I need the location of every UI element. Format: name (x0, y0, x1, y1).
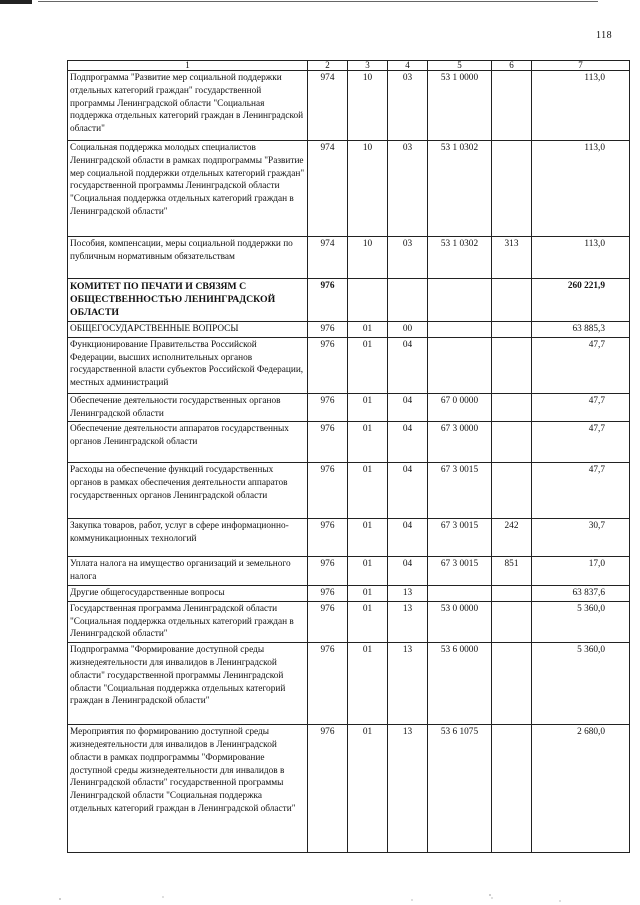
row-podrazdel: 03 (388, 237, 428, 279)
table-row (68, 601, 630, 642)
row-csr: 53 1 0302 (428, 237, 492, 279)
speck (492, 898, 493, 899)
row-razdel: 10 (348, 237, 388, 279)
row-vr (492, 585, 532, 601)
row-podrazdel: 04 (388, 463, 428, 519)
column-number: 1 (68, 61, 308, 71)
table-header-row (68, 61, 630, 71)
table-row (68, 519, 630, 557)
speck (412, 900, 413, 901)
row-vr (492, 601, 532, 642)
table-row (68, 393, 630, 422)
row-sum: 63 837,6 (532, 585, 630, 601)
row-csr: 67 0 0000 (428, 393, 492, 422)
row-sum: 47,7 (532, 337, 630, 393)
row-name: КОМИТЕТ ПО ПЕЧАТИ И СВЯЗЯМ С ОБЩЕСТВЕННОСТЬЮ ЛЕНИНГРАДСКОЙ ОБЛАСТИ (68, 279, 308, 322)
row-razdel: 01 (348, 643, 388, 725)
row-csr: 53 1 0302 (428, 141, 492, 237)
row-csr: 67 3 0015 (428, 557, 492, 586)
row-podrazdel: 13 (388, 725, 428, 853)
row-podrazdel: 03 (388, 141, 428, 237)
row-podrazdel: 03 (388, 71, 428, 141)
row-sum: 47,7 (532, 422, 630, 463)
table-row (68, 141, 630, 237)
budget-table (67, 60, 630, 853)
row-ved: 976 (308, 279, 348, 322)
row-csr (428, 585, 492, 601)
table-row (68, 725, 630, 853)
row-name: Подпрограмма "Формирование доступной среды жизнедеятельности для инвалидов в Ленинградской области" государственной программы Ленинградской области "Социальная поддержка отдельных категорий граждан в Ленинградской области" (68, 643, 308, 725)
row-name: Подпрограмма "Развитие мер социальной поддержки отдельных категорий граждан" государственной программы Ленинградской области "Социальная поддержка отдельных категорий граждан в Ленинградской области" (68, 71, 308, 141)
row-razdel: 10 (348, 71, 388, 141)
table-row-ministry (68, 279, 630, 322)
row-podrazdel: 04 (388, 422, 428, 463)
table-row (68, 422, 630, 463)
row-razdel: 01 (348, 322, 388, 338)
row-csr: 67 3 0015 (428, 463, 492, 519)
table-row (68, 557, 630, 586)
row-razdel: 01 (348, 585, 388, 601)
row-vr: 242 (492, 519, 532, 557)
speck (163, 897, 164, 898)
row-vr: 851 (492, 557, 532, 586)
row-vr (492, 337, 532, 393)
row-vr (492, 463, 532, 519)
row-razdel: 01 (348, 337, 388, 393)
row-razdel: 01 (348, 422, 388, 463)
row-vr (492, 71, 532, 141)
row-csr: 53 6 1075 (428, 725, 492, 853)
page-number: 118 (596, 30, 613, 41)
row-csr: 67 3 0015 (428, 519, 492, 557)
row-vr (492, 643, 532, 725)
row-sum: 113,0 (532, 71, 630, 141)
row-razdel: 01 (348, 463, 388, 519)
row-name: Обеспечение деятельности аппаратов государственных органов Ленинградской области (68, 422, 308, 463)
row-ved: 976 (308, 643, 348, 725)
row-podrazdel: 00 (388, 322, 428, 338)
row-podrazdel: 04 (388, 393, 428, 422)
row-csr: 53 1 0000 (428, 71, 492, 141)
table-row (68, 585, 630, 601)
row-podrazdel: 13 (388, 643, 428, 725)
row-ved: 976 (308, 393, 348, 422)
row-name: ОБЩЕГОСУДАРСТВЕННЫЕ ВОПРОСЫ (68, 322, 308, 338)
row-vr (492, 725, 532, 853)
row-ved: 976 (308, 725, 348, 853)
row-name: Обеспечение деятельности государственных органов Ленинградской области (68, 393, 308, 422)
column-number: 3 (348, 61, 388, 71)
row-vr (492, 322, 532, 338)
row-sum: 17,0 (532, 557, 630, 586)
row-sum: 260 221,9 (532, 279, 630, 322)
speck (560, 901, 561, 902)
row-sum: 63 885,3 (532, 322, 630, 338)
row-name: Социальная поддержка молодых специалистов Ленинградской области в рамках подпрограммы "Развитие мер социальной поддержки отдельных категорий граждан" государственной программы Ленинградской области "Социальная поддержка отдельных категорий граждан в Ленинградской области" (68, 141, 308, 237)
row-podrazdel (388, 279, 428, 322)
table-row (68, 463, 630, 519)
row-name: Мероприятия по формированию доступной среды жизнедеятельности для инвалидов в Ленинградской области в рамках подпрограммы "Формирование доступной среды жизнедеятельности для инвалидов в Ленинградской области" государственной программы Ленинградской области "Социальная поддержка отдельных категорий граждан в Ленинградской области" (68, 725, 308, 853)
row-ved: 976 (308, 463, 348, 519)
row-name: Другие общегосударственные вопросы (68, 585, 308, 601)
row-ved: 976 (308, 422, 348, 463)
row-sum: 30,7 (532, 519, 630, 557)
table-row (68, 322, 630, 338)
row-ved: 976 (308, 519, 348, 557)
row-razdel: 01 (348, 725, 388, 853)
row-sum: 113,0 (532, 141, 630, 237)
row-vr: 313 (492, 237, 532, 279)
row-csr (428, 279, 492, 322)
row-name: Функционирование Правительства Российской Федерации, высших исполнительных органов государственной власти субъектов Российской Федерации, местных администраций (68, 337, 308, 393)
column-number: 7 (532, 61, 630, 71)
row-name: Расходы на обеспечение функций государственных органов в рамках обеспечения деятельности аппаратов государственных органов Ленинградской области (68, 463, 308, 519)
speck (489, 894, 490, 895)
row-csr: 53 6 0000 (428, 643, 492, 725)
row-vr (492, 279, 532, 322)
row-csr (428, 322, 492, 338)
column-number: 6 (492, 61, 532, 71)
row-name: Пособия, компенсации, меры социальной поддержки по публичным нормативным обязательствам (68, 237, 308, 279)
row-ved: 976 (308, 601, 348, 642)
row-podrazdel: 04 (388, 557, 428, 586)
row-ved: 976 (308, 557, 348, 586)
row-ved: 974 (308, 141, 348, 237)
row-podrazdel: 04 (388, 337, 428, 393)
row-ved: 976 (308, 585, 348, 601)
row-vr (492, 141, 532, 237)
row-ved: 976 (308, 322, 348, 338)
row-sum: 113,0 (532, 237, 630, 279)
row-vr (492, 422, 532, 463)
row-podrazdel: 13 (388, 585, 428, 601)
row-podrazdel: 04 (388, 519, 428, 557)
row-csr: 53 0 0000 (428, 601, 492, 642)
scan-edge-line (38, 1, 598, 2)
row-ved: 974 (308, 237, 348, 279)
column-number: 4 (388, 61, 428, 71)
row-podrazdel: 13 (388, 601, 428, 642)
row-ved: 974 (308, 71, 348, 141)
row-name: Закупка товаров, работ, услуг в сфере информационно-коммуникационных технологий (68, 519, 308, 557)
row-name: Уплата налога на имущество организаций и земельного налога (68, 557, 308, 586)
row-sum: 2 680,0 (532, 725, 630, 853)
table-row (68, 237, 630, 279)
row-name: Государственная программа Ленинградской области "Социальная поддержка отдельных категорий граждан в Ленинградской области" (68, 601, 308, 642)
row-sum: 5 360,0 (532, 601, 630, 642)
speck (59, 898, 60, 899)
row-sum: 5 360,0 (532, 643, 630, 725)
row-razdel (348, 279, 388, 322)
row-razdel: 01 (348, 601, 388, 642)
table-row (68, 643, 630, 725)
row-razdel: 10 (348, 141, 388, 237)
row-csr: 67 3 0000 (428, 422, 492, 463)
column-number: 5 (428, 61, 492, 71)
table-row (68, 71, 630, 141)
scan-noise (0, 885, 640, 905)
row-razdel: 01 (348, 519, 388, 557)
row-csr (428, 337, 492, 393)
column-number: 2 (308, 61, 348, 71)
table-row (68, 337, 630, 393)
row-vr (492, 393, 532, 422)
row-razdel: 01 (348, 393, 388, 422)
scan-edge-mark (0, 0, 32, 4)
row-sum: 47,7 (532, 463, 630, 519)
row-razdel: 01 (348, 557, 388, 586)
row-ved: 976 (308, 337, 348, 393)
row-sum: 47,7 (532, 393, 630, 422)
